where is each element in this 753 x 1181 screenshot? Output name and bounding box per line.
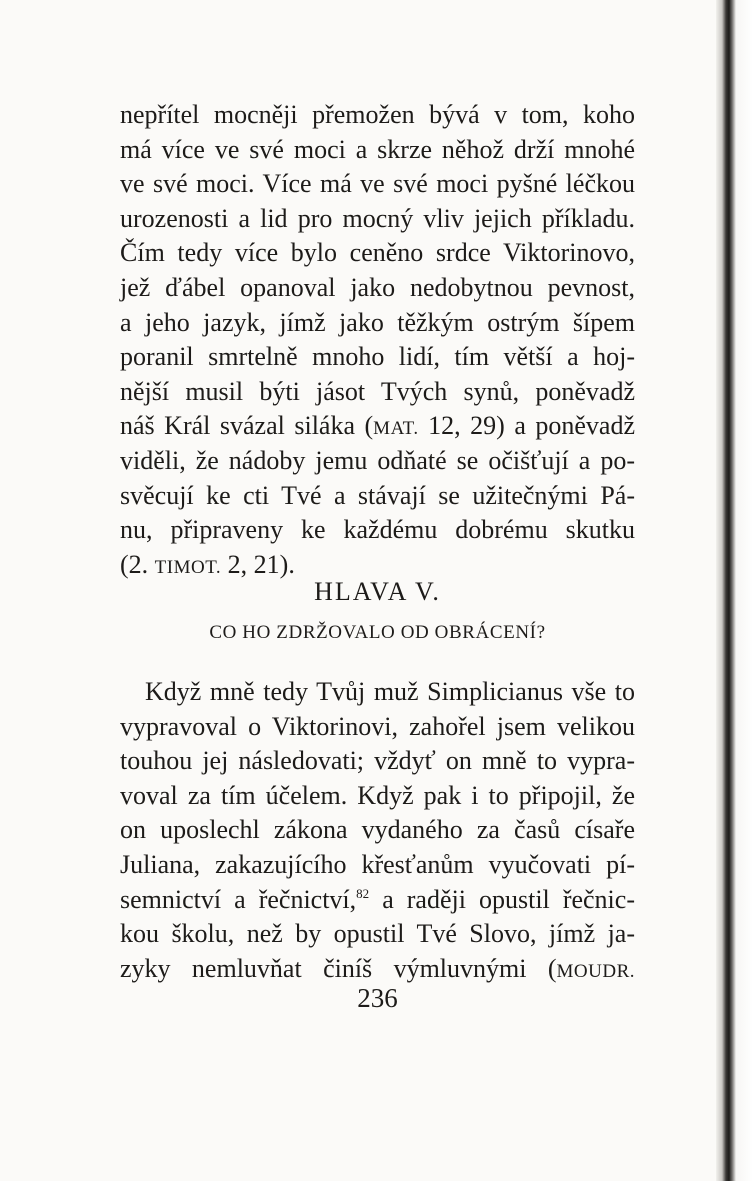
text-line: ve své moci. Více má ve své moci pyšné léčkou xyxy=(120,169,635,199)
text-line: poranil smrtelně mnoho lidí, tím větší a hoj- xyxy=(120,342,635,372)
text-line: Čím tedy více bylo ceněno srdce Viktorinovo, xyxy=(120,238,635,268)
text-line: Juliana, zakazujícího křesťanům vyučovati pí- xyxy=(120,849,635,879)
text-segment: semnictví a řečnictví, xyxy=(120,884,357,914)
text-line: kou školu, než by opustil Tvé Slovo, jímž ja- xyxy=(120,919,635,949)
text-segment: a raději opustil řečnic- xyxy=(369,884,635,914)
paragraph xyxy=(120,675,635,986)
text-line: má více ve své moci a skrze něhož drží mnohé xyxy=(120,134,635,164)
text-line: on uposlechl zákona vydaného za časů císaře xyxy=(120,815,635,845)
text-line: a jeho jazyk, jímž jako těžkým ostrým šípem xyxy=(120,307,635,337)
text-line: viděli, že nádoby jemu odňaté se očišťují a po- xyxy=(120,445,635,475)
text-line: svěcují ke cti Tvé a stávají se užitečnými Pá- xyxy=(120,480,635,510)
text-segment: náš Král svázal siláka ( xyxy=(120,411,374,441)
text-segment: 12, 29) a poněvadž xyxy=(418,411,635,441)
text-line xyxy=(120,883,635,918)
page-number: 236 xyxy=(357,983,398,1013)
text-line: vypravoval o Viktorinovi, zahořel jsem velikou xyxy=(120,711,635,741)
text-line: nější musil býti jásot Tvých synů, poněvadž xyxy=(120,376,635,406)
text-segment: zyky nemluvňat činíš výmluvnými ( xyxy=(120,953,557,983)
scripture-reference: TIMOT. xyxy=(154,556,222,578)
text-line: nu, připraveny ke každému dobrému skutku xyxy=(120,515,635,545)
text-line: Když mně tedy Tvůj muž Simplicianus vše to xyxy=(145,677,635,706)
text-line: jež ďábel opanoval jako nedobytnou pevnost, xyxy=(120,272,635,302)
text-segment: (2. xyxy=(120,549,149,579)
page-edge xyxy=(716,0,753,1181)
scripture-reference: MAT. xyxy=(373,418,419,440)
text-line: touhou jej následovati; vždyť on mně to vypra- xyxy=(120,746,635,776)
chapter-subtitle: CO HO ZDRŽOVALO OD OBRÁCENÍ? xyxy=(209,622,546,643)
text-line: urozenosti a lid pro mocný vliv jejich příkladu. xyxy=(120,203,635,233)
scripture-reference: MOUDR. xyxy=(556,960,635,982)
text-segment: 2, 21). xyxy=(227,549,295,579)
footnote-marker: 82 xyxy=(356,885,370,901)
text-line: voval za tím účelem. Když pak i to připojil, že xyxy=(120,780,635,810)
text-line xyxy=(120,409,635,444)
chapter-heading: HLAVA V. xyxy=(314,577,441,606)
text-line: nepřítel mocněji přemožen bývá v tom, koho xyxy=(120,100,635,129)
paragraph-continued xyxy=(120,98,635,582)
